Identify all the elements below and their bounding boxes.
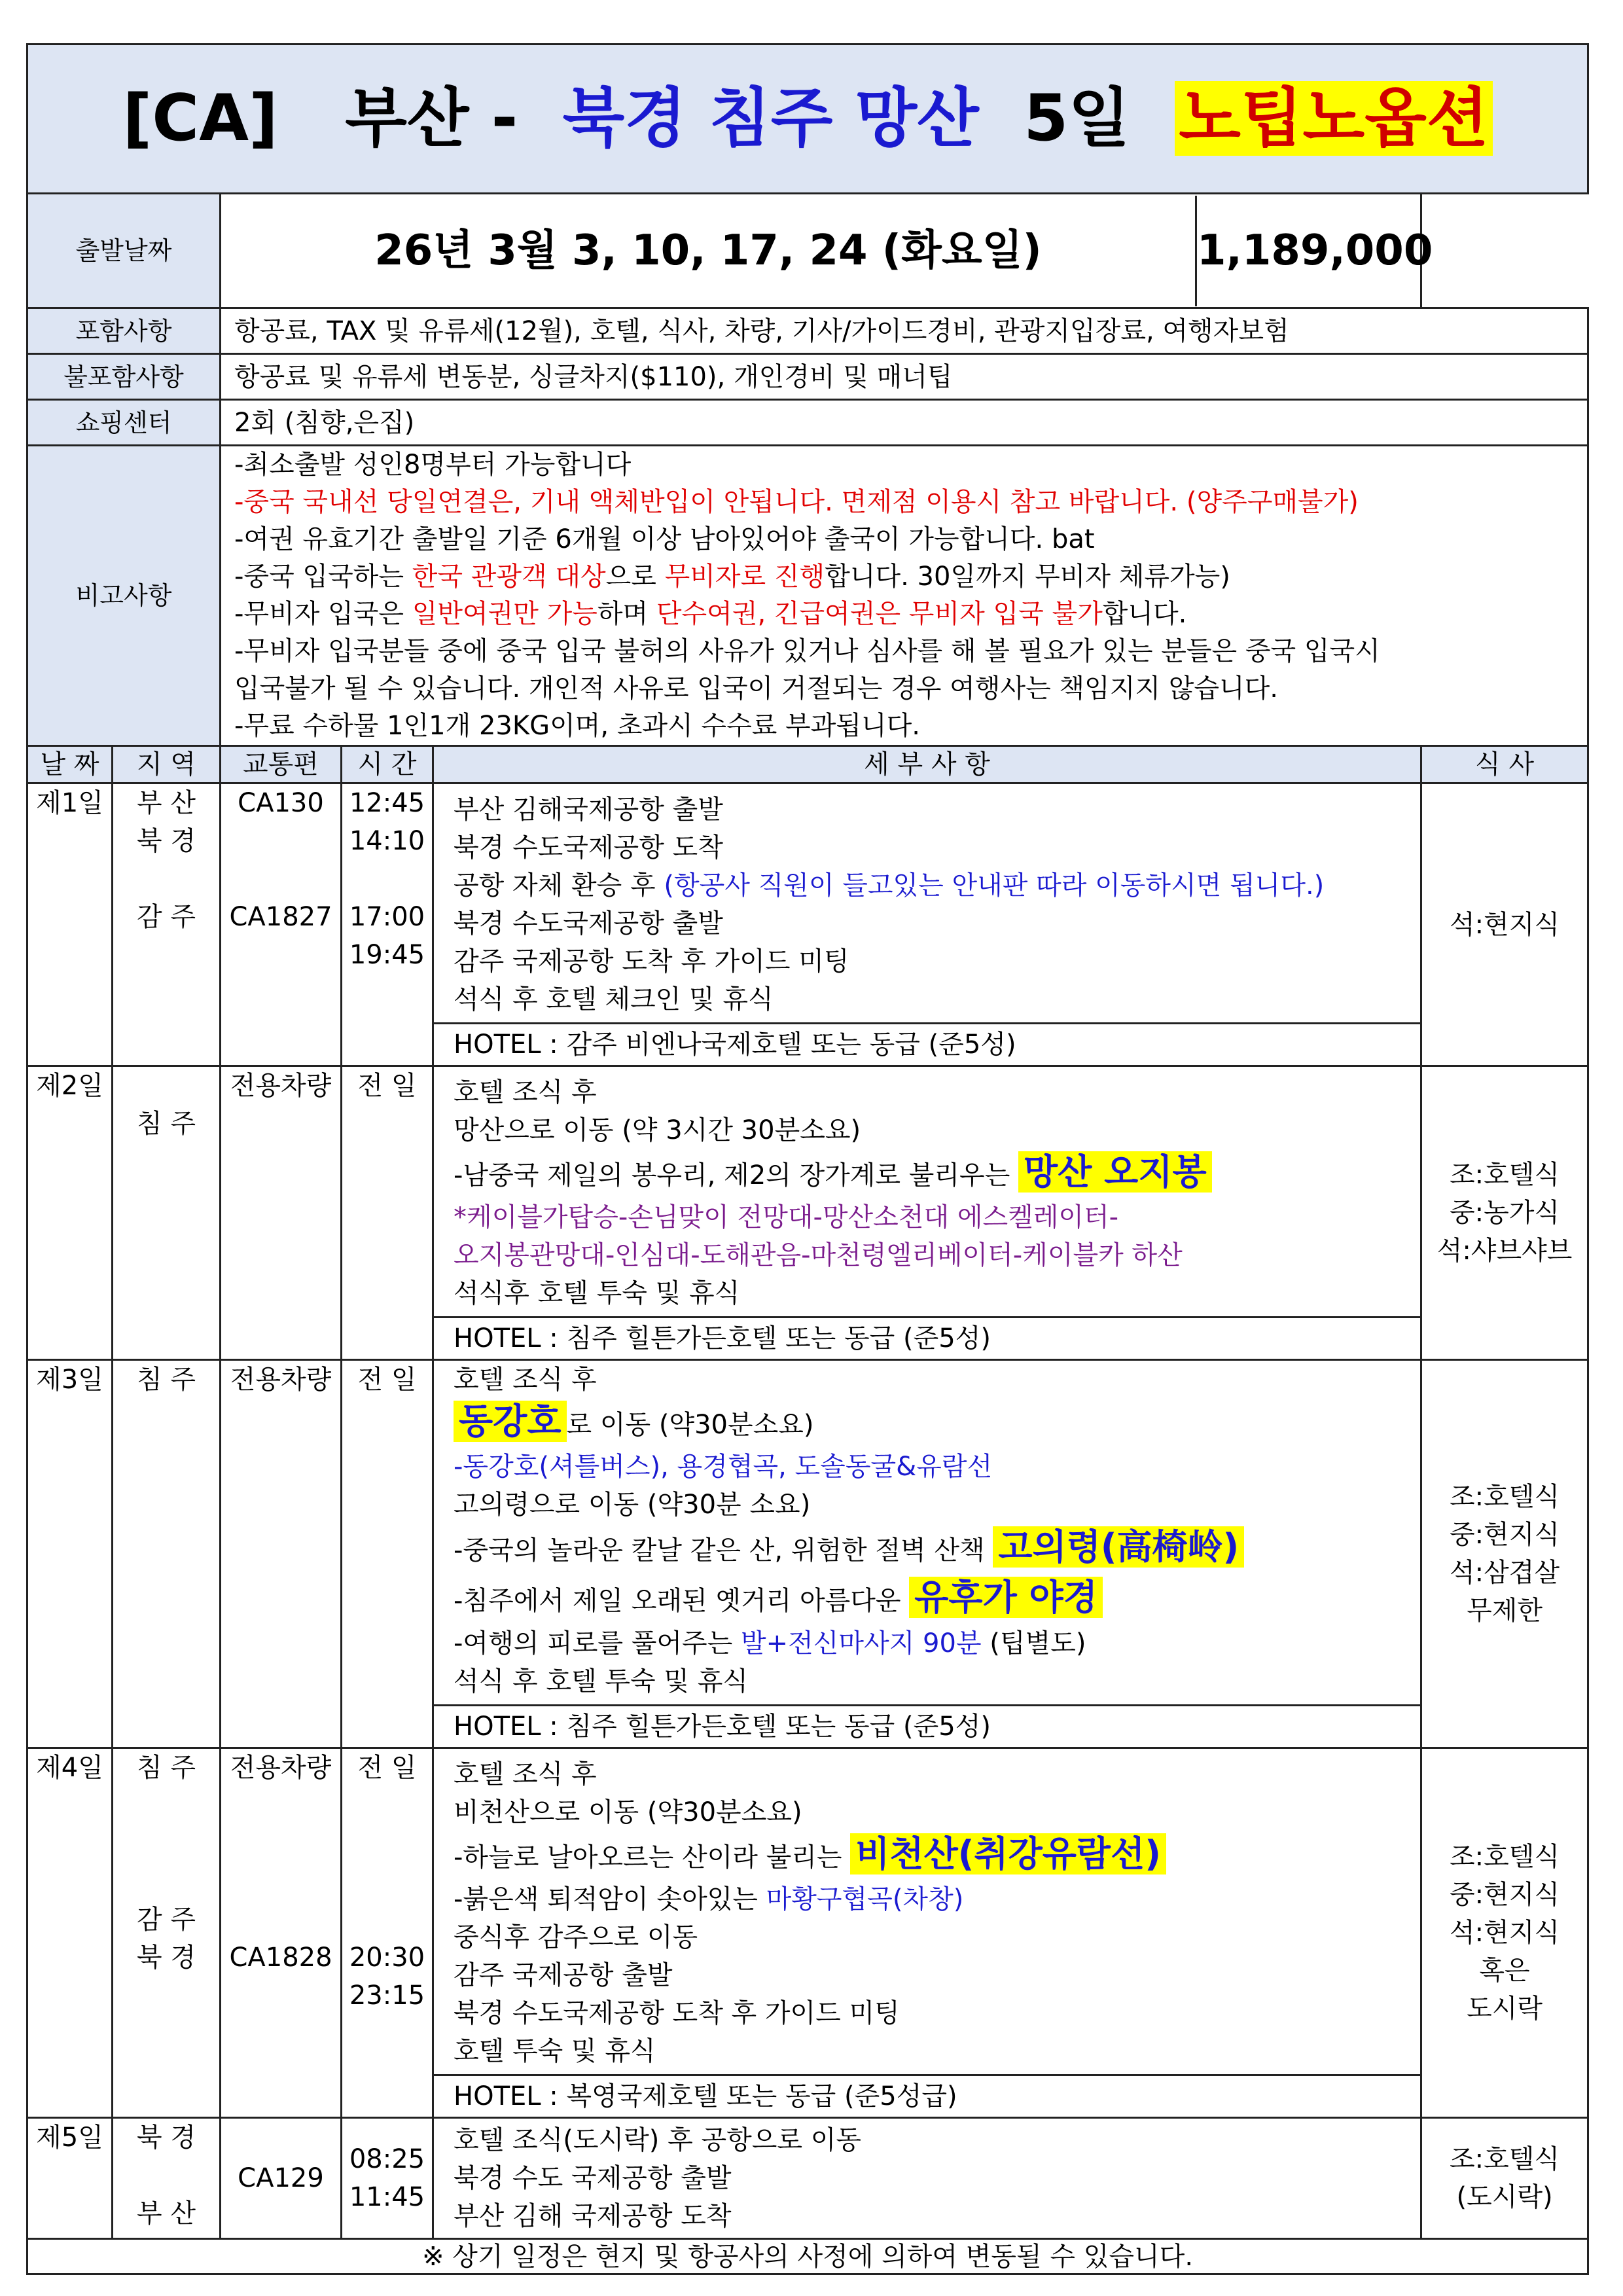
day5-region: 북 경 부 산 — [113, 2118, 221, 2239]
notes-content — [221, 446, 1588, 746]
header-meals: 식 사 — [1421, 746, 1588, 783]
included-value: 항공료, TAX 및 유류세(12월), 호텔, 식사, 차량, 기사/가이드경비, 관광지입장료, 여행자보험 — [221, 308, 1588, 354]
note-line: 입국불가 될 수 있습니다. 개인적 사유로 입국이 거절되는 경우 여행사는 책임지지 않습니다. — [234, 673, 1278, 704]
day2-hotel: HOTEL : 침주 힐튼가든호텔 또는 동급 (준5성) — [434, 1316, 1420, 1359]
departure-dates: 26년 3월 3, 10, 17, 24 (화요일) — [221, 196, 1197, 306]
title-destinations: 북경 침주 망산 — [562, 81, 979, 156]
day1-label: 제1일 — [27, 783, 113, 1066]
note-line: -여권 유효기간 출발일 기준 6개월 이상 남아있어야 출국이 가능합니다. bat — [234, 524, 1095, 554]
tour-title — [27, 45, 1588, 194]
itinerary-table — [26, 43, 1589, 2275]
day1-hotel: HOTEL : 감주 비엔나국제호텔 또는 동급 (준5성) — [434, 1022, 1420, 1065]
shopping-label: 쇼핑센터 — [27, 400, 221, 446]
day3-time: 전 일 — [342, 1360, 433, 1748]
day1-meals: 석:현지식 — [1421, 783, 1588, 1066]
note-line: -무비자 입국은 일반여권만 가능하며 단수여권, 긴급여권은 무비자 입국 불가합니다. — [234, 599, 1187, 629]
day4-label: 제4일 — [27, 1748, 113, 2118]
day5-details: 호텔 조식(도시락) 후 공항으로 이동 북경 수도 국제공항 출발 부산 김해 국제공항 도착 — [433, 2118, 1421, 2239]
day1-region: 부 산 북 경 감 주 — [113, 783, 221, 1066]
header-transport: 교통편 — [221, 746, 342, 783]
price: 1,189,000 — [1197, 226, 1433, 275]
notes-label: 비고사항 — [27, 446, 221, 746]
day1-details: 부산 김해국제공항 출발 북경 수도국제공항 도착 공항 자체 환승 후 (항공사 직원이 들고있는 안내판 따라 이동하시면 됩니다.) 북경 수도국제공항 출발 감주 국제공항 도착 후 가이드 미팅 석식 후 호텔 체크인 및 휴식 HOTEL : 감주 비엔나국제호텔 또는 동급 (준5성) — [433, 783, 1421, 1066]
excluded-value: 항공료 및 유류세 변동분, 싱글차지($110), 개인경비 및 매너팁 — [221, 354, 1588, 400]
day3-hotel: HOTEL : 침주 힐튼가든호텔 또는 동급 (준5성) — [434, 1704, 1420, 1747]
day2-transport: 전용차량 — [221, 1066, 342, 1360]
day3-transport: 전용차량 — [221, 1360, 342, 1748]
day4-details: 호텔 조식 후 비천산으로 이동 (약30분소요) -하늘로 날아오르는 산이라 불리는 비천산(취강유람선) -붉은색 퇴적암이 솟아있는 마황구협곡(차창) 중식후 감주으로 이동 감주 국제공항 출발 북경 수도국제공항 도착 후 가이드 미팅 호텔 투숙 및 휴식 HOTEL : 복영국제호텔 또는 동급 (준5성급) — [433, 1748, 1421, 2118]
day2-label: 제2일 — [27, 1066, 113, 1360]
day5-label: 제5일 — [27, 2118, 113, 2239]
excluded-label: 불포함사항 — [27, 354, 221, 400]
day1-transport: CA130 CA1827 — [221, 783, 342, 1066]
day2-region: 침 주 — [113, 1066, 221, 1360]
day5-meals: 조:호텔식 (도시락) — [1421, 2118, 1588, 2239]
header-details: 세 부 사 항 — [433, 746, 1421, 783]
note-line: -무료 수하물 1인1개 23KG이며, 초과시 수수료 부과됩니다. — [234, 711, 920, 741]
itinerary-document — [26, 43, 1587, 2275]
day4-region: 침 주 감 주 북 경 — [113, 1748, 221, 2118]
day5-transport: CA129 — [221, 2118, 342, 2239]
header-time: 시 간 — [342, 746, 433, 783]
title-highlight: 노팁노옵션 — [1175, 81, 1492, 156]
note-line: -최소출발 성인8명부터 가능합니다 — [234, 450, 632, 480]
included-label: 포함사항 — [27, 308, 221, 354]
day4-meals: 조:호텔식 중:현지식 석:현지식 혹은 도시락 — [1421, 1748, 1588, 2118]
day4-time: 전 일 20:30 23:15 — [342, 1748, 433, 2118]
day3-region: 침 주 — [113, 1360, 221, 1748]
day2-time: 전 일 — [342, 1066, 433, 1360]
departure-label: 출발날짜 — [27, 194, 221, 308]
day5-time: 08:25 11:45 — [342, 2118, 433, 2239]
day4-transport: 전용차량 CA1828 — [221, 1748, 342, 2118]
day2-meals: 조:호텔식 중:농가식 석:샤브샤브 — [1421, 1066, 1588, 1360]
note-line: -중국 국내선 당일연결은, 기내 액체반입이 안됩니다. 면제점 이용시 참고 바랍니다. (양주구매불가) — [234, 487, 1359, 517]
day1-time: 12:45 14:10 17:00 19:45 — [342, 783, 433, 1066]
shopping-value: 2회 (침향,은집) — [221, 400, 1588, 446]
day3-label: 제3일 — [27, 1360, 113, 1748]
title-origin: 부산 - — [345, 81, 518, 156]
header-region: 지 역 — [113, 746, 221, 783]
day3-meals: 조:호텔식 중:현지식 석:삼겹살 무제한 — [1421, 1360, 1588, 1748]
header-date: 날 짜 — [27, 746, 113, 783]
footer-note: ※ 상기 일정은 현지 및 항공사의 사정에 의하여 변동될 수 있습니다. — [27, 2239, 1588, 2274]
note-line: -중국 입국하는 한국 관광객 대상으로 무비자로 진행합니다. 30일까지 무비자 체류가능) — [234, 562, 1230, 592]
day3-details: 호텔 조식 후 동강호 로 이동 (약30분소요) -동강호(셔틀버스), 용경협곡, 도솔동굴&유람선 고의령으로 이동 (약30분 소요) -중국의 놀라운 칼날 같은 산, 위험한 절벽 산책 고의령(高椅岭) -침주에서 제일 오래된 옛거리 아름다운 유후가 야경 -여행의 피로를 풀어주는 발+전신마사지 90분 (팁별도) 석식 후 호텔 투숙 및 휴식 HOTEL : 침주 힐튼가든호텔 또는 동급 (준5성) — [433, 1360, 1421, 1748]
title-duration: 5일 — [1024, 81, 1130, 156]
title-prefix: [CA] — [122, 81, 278, 156]
day4-hotel: HOTEL : 복영국제호텔 또는 동급 (준5성급) — [434, 2074, 1420, 2117]
note-line: -무비자 입국분들 중에 중국 입국 불허의 사유가 있거나 심사를 해 볼 필요가 있는 분들은 중국 입국시 — [234, 636, 1380, 666]
day2-details: 호텔 조식 후 망산으로 이동 (약 3시간 30분소요) -남중국 제일의 봉우리, 제2의 장가계로 불리우는 망산 오지봉 *케이블가탑승-손님맞이 전망대-망산소천대 에스켈레이터- 오지봉관망대-인심대-도해관음-마천령엘리베이터-케이블카 하산 석식후 호텔 투숙 및 휴식 HOTEL : 침주 힐튼가든호텔 또는 동급 (준5성) — [433, 1066, 1421, 1360]
